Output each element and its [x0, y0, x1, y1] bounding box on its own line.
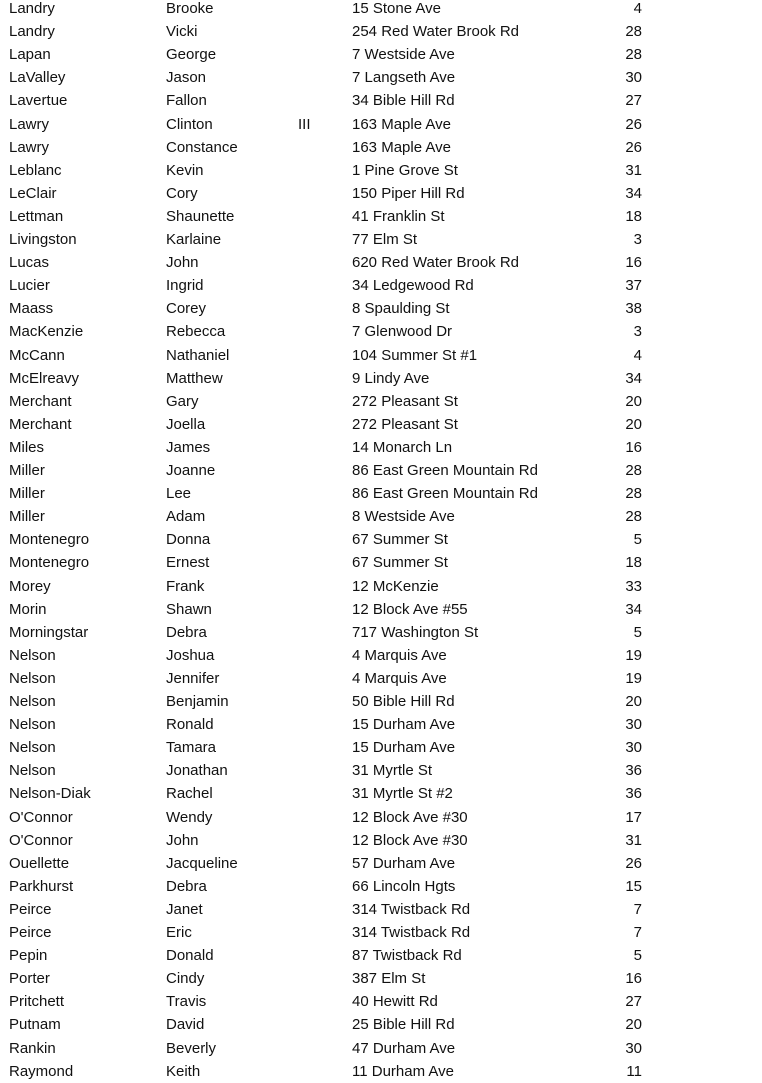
first-name-cell: Joshua	[166, 646, 215, 664]
table-row	[0, 782, 762, 805]
street-address-cell: 34 Ledgewood Rd	[352, 277, 474, 295]
first-name-cell: Tamara	[166, 739, 217, 757]
first-name-cell: Beverly	[166, 1039, 217, 1057]
name-suffix-cell: III	[298, 115, 311, 133]
last-name-cell: Merchant	[9, 415, 72, 433]
first-name-cell: Shaunette	[166, 207, 235, 225]
last-name-cell: Nelson	[9, 646, 56, 664]
table-row	[0, 598, 762, 621]
number-cell: 30	[625, 739, 642, 757]
number-cell: 34	[625, 184, 642, 202]
street-address-cell: 41 Franklin St	[352, 207, 445, 225]
street-address-cell: 31 Myrtle St	[352, 762, 433, 780]
last-name-cell: Merchant	[9, 392, 72, 410]
first-name-cell: Kevin	[166, 161, 204, 179]
last-name-cell: Raymond	[9, 1062, 74, 1080]
first-name-cell: Lee	[166, 485, 192, 503]
table-row	[0, 667, 762, 690]
last-name-cell: Landry	[9, 23, 55, 41]
first-name-cell: Benjamin	[166, 693, 229, 710]
number-cell: 5	[633, 623, 642, 641]
street-address-cell: 31 Myrtle St #2	[352, 785, 453, 803]
table-row	[0, 944, 762, 967]
street-address-cell: 86 East Green Mountain Rd	[352, 462, 538, 479]
table-row	[0, 66, 762, 89]
street-address-cell: 4 Marquis Ave	[352, 669, 447, 687]
last-name-cell: Pritchett	[9, 993, 65, 1011]
first-name-cell: David	[166, 1016, 205, 1034]
number-cell: 3	[633, 323, 642, 341]
last-name-cell: Leblanc	[9, 161, 62, 179]
table-row	[0, 505, 762, 528]
last-name-cell: Pepin	[9, 947, 48, 965]
last-name-cell: Nelson	[9, 693, 56, 710]
table-row	[0, 344, 762, 367]
first-name-cell: Nathaniel	[166, 346, 230, 364]
last-name-cell: Morningstar	[9, 623, 89, 641]
first-name-cell: Frank	[166, 577, 205, 595]
first-name-cell: Janet	[166, 900, 203, 918]
table-row	[0, 921, 762, 944]
first-name-cell: Eric	[166, 924, 192, 941]
street-address-cell: 25 Bible Hill Rd	[352, 1016, 455, 1034]
street-address-cell: 15 Stone Ave	[352, 0, 441, 17]
first-name-cell: Fallon	[166, 92, 207, 110]
first-name-cell: Corey	[166, 300, 207, 318]
first-name-cell: Brooke	[166, 0, 214, 17]
street-address-cell: 104 Summer St #1	[352, 346, 478, 364]
last-name-cell: Miller	[9, 508, 45, 526]
number-cell: 7	[633, 924, 642, 941]
street-address-cell: 15 Durham Ave	[352, 716, 456, 734]
number-cell: 19	[625, 669, 642, 687]
street-address-cell: 314 Twistback Rd	[352, 924, 471, 941]
last-name-cell: Peirce	[9, 924, 52, 941]
table-row	[0, 713, 762, 736]
street-address-cell: 12 Block Ave #55	[352, 600, 468, 618]
number-cell: 28	[625, 23, 642, 41]
first-name-cell: Clinton	[166, 115, 213, 133]
table-row	[0, 806, 762, 829]
table-row	[0, 136, 762, 159]
street-address-cell: 387 Elm St	[352, 970, 426, 988]
number-cell: 20	[625, 392, 642, 410]
last-name-cell: Lawry	[9, 138, 50, 156]
street-address-cell: 12 Block Ave #30	[352, 831, 468, 849]
table-row	[0, 875, 762, 898]
number-cell: 30	[625, 716, 642, 734]
number-cell: 28	[625, 462, 642, 479]
number-cell: 20	[625, 415, 642, 433]
last-name-cell: Montenegro	[9, 554, 90, 572]
first-name-cell: Gary	[166, 392, 199, 410]
number-cell: 38	[625, 300, 642, 318]
number-cell: 17	[625, 808, 642, 826]
first-name-cell: Debra	[166, 877, 207, 895]
street-address-cell: 163 Maple Ave	[352, 115, 451, 133]
table-row	[0, 967, 762, 990]
table-row	[0, 621, 762, 644]
last-name-cell: Landry	[9, 0, 55, 17]
last-name-cell: Lucier	[9, 277, 50, 295]
table-row	[0, 898, 762, 921]
street-address-cell: 7 Langseth Ave	[352, 69, 456, 87]
last-name-cell: Lavertue	[9, 92, 68, 110]
first-name-cell: Joella	[166, 415, 206, 433]
first-name-cell: Rebecca	[166, 323, 226, 341]
number-cell: 7	[633, 900, 642, 918]
first-name-cell: Karlaine	[166, 231, 222, 248]
street-address-cell: 254 Red Water Brook Rd	[352, 23, 520, 41]
table-row	[0, 1013, 762, 1036]
last-name-cell: Putnam	[9, 1016, 61, 1034]
number-cell: 30	[625, 69, 642, 87]
first-name-cell: Jacqueline	[166, 854, 238, 872]
number-cell: 18	[625, 554, 642, 572]
street-address-cell: 163 Maple Ave	[352, 138, 451, 156]
street-address-cell: 1 Pine Grove St	[352, 161, 458, 179]
table-row	[0, 690, 762, 713]
table-row	[0, 182, 762, 205]
street-address-cell: 57 Durham Ave	[352, 854, 456, 872]
last-name-cell: Nelson	[9, 716, 56, 734]
street-address-cell: 8 Spaulding St	[352, 300, 450, 318]
street-address-cell: 7 Westside Ave	[352, 46, 455, 64]
street-address-cell: 47 Durham Ave	[352, 1039, 456, 1057]
number-cell: 33	[625, 577, 642, 595]
last-name-cell: Miller	[9, 462, 45, 479]
table-row	[0, 297, 762, 320]
first-name-cell: Debra	[166, 623, 207, 641]
last-name-cell: Parkhurst	[9, 877, 74, 895]
number-cell: 26	[625, 854, 642, 872]
first-name-cell: Jennifer	[166, 669, 220, 687]
first-name-cell: Jonathan	[166, 762, 228, 780]
table-row	[0, 644, 762, 667]
first-name-cell: Ronald	[166, 716, 214, 734]
number-cell: 18	[625, 207, 642, 225]
last-name-cell: O'Connor	[9, 831, 73, 849]
first-name-cell: Donald	[166, 947, 214, 965]
table-row	[0, 990, 762, 1013]
table-row	[0, 251, 762, 274]
number-cell: 3	[633, 231, 642, 248]
street-address-cell: 50 Bible Hill Rd	[352, 693, 455, 710]
last-name-cell: Nelson	[9, 762, 56, 780]
table-row	[0, 159, 762, 182]
number-cell: 4	[633, 346, 642, 364]
table-row	[0, 367, 762, 390]
street-address-cell: 9 Lindy Ave	[352, 369, 430, 387]
first-name-cell: Jason	[166, 69, 207, 87]
street-address-cell: 314 Twistback Rd	[352, 900, 471, 918]
street-address-cell: 40 Hewitt Rd	[352, 993, 438, 1011]
table-row	[0, 852, 762, 875]
street-address-cell: 12 McKenzie	[352, 577, 439, 595]
table-row	[0, 759, 762, 782]
first-name-cell: Cory	[166, 184, 198, 202]
first-name-cell: Cindy	[166, 970, 205, 988]
street-address-cell: 77 Elm St	[352, 231, 418, 248]
last-name-cell: Lapan	[9, 46, 51, 64]
first-name-cell: Keith	[166, 1062, 201, 1080]
table-row	[0, 551, 762, 574]
table-row	[0, 436, 762, 459]
first-name-cell: Vicki	[166, 23, 198, 41]
number-cell: 37	[625, 277, 642, 295]
table-row	[0, 829, 762, 852]
last-name-cell: Nelson	[9, 739, 56, 757]
street-address-cell: 717 Washington St	[352, 623, 479, 641]
table-row	[0, 20, 762, 43]
last-name-cell: Porter	[9, 970, 50, 988]
first-name-cell: Constance	[166, 138, 238, 156]
street-address-cell: 620 Red Water Brook Rd	[352, 254, 520, 272]
number-cell: 16	[625, 438, 642, 456]
last-name-cell: Ouellette	[9, 854, 70, 872]
street-address-cell: 8 Westside Ave	[352, 508, 455, 526]
street-address-cell: 272 Pleasant St	[352, 415, 458, 433]
last-name-cell: Morey	[9, 577, 51, 595]
street-address-cell: 4 Marquis Ave	[352, 646, 447, 664]
first-name-cell: Wendy	[166, 808, 213, 826]
number-cell: 27	[625, 993, 642, 1011]
number-cell: 31	[625, 831, 642, 849]
last-name-cell: Miller	[9, 485, 45, 503]
last-name-cell: Nelson-Diak	[9, 785, 91, 803]
table-row	[0, 459, 762, 482]
last-name-cell: Peirce	[9, 900, 52, 918]
table-row	[0, 320, 762, 343]
number-cell: 31	[625, 161, 642, 179]
number-cell: 28	[625, 485, 642, 503]
table-row	[0, 43, 762, 66]
first-name-cell: Shawn	[166, 600, 212, 618]
table-row	[0, 1037, 762, 1060]
street-address-cell: 66 Lincoln Hgts	[352, 877, 456, 895]
first-name-cell: Donna	[166, 531, 211, 549]
table-row	[0, 1060, 762, 1083]
table-row	[0, 390, 762, 413]
street-address-cell: 34 Bible Hill Rd	[352, 92, 455, 110]
street-address-cell: 150 Piper Hill Rd	[352, 184, 465, 202]
table-row	[0, 228, 762, 251]
table-row	[0, 413, 762, 436]
street-address-cell: 14 Monarch Ln	[352, 438, 453, 456]
street-address-cell: 11 Durham Ave	[352, 1062, 455, 1080]
street-address-cell: 67 Summer St	[352, 531, 448, 549]
number-cell: 5	[633, 947, 642, 965]
first-name-cell: Ingrid	[166, 277, 204, 295]
last-name-cell: MacKenzie	[9, 323, 84, 341]
table-row	[0, 113, 762, 136]
street-address-cell: 272 Pleasant St	[352, 392, 458, 410]
number-cell: 11	[626, 1062, 642, 1080]
first-name-cell: Joanne	[166, 462, 216, 479]
number-cell: 20	[625, 693, 642, 710]
number-cell: 34	[625, 600, 642, 618]
first-name-cell: Rachel	[166, 785, 213, 803]
first-name-cell: George	[166, 46, 217, 64]
last-name-cell: Livingston	[9, 231, 77, 248]
first-name-cell: Ernest	[166, 554, 210, 572]
first-name-cell: John	[166, 254, 199, 272]
table-row	[0, 205, 762, 228]
first-name-cell: Adam	[166, 508, 206, 526]
number-cell: 4	[633, 0, 642, 17]
first-name-cell: Travis	[166, 993, 207, 1011]
last-name-cell: Lawry	[9, 115, 50, 133]
last-name-cell: Miles	[9, 438, 45, 456]
number-cell: 16	[625, 970, 642, 988]
last-name-cell: LeClair	[9, 184, 57, 202]
number-cell: 19	[625, 646, 642, 664]
number-cell: 15	[625, 877, 642, 895]
street-address-cell: 67 Summer St	[352, 554, 448, 572]
last-name-cell: McCann	[9, 346, 65, 364]
last-name-cell: O'Connor	[9, 808, 73, 826]
table-row	[0, 274, 762, 297]
street-address-cell: 7 Glenwood Dr	[352, 323, 453, 341]
last-name-cell: Lucas	[9, 254, 50, 272]
table-row	[0, 575, 762, 598]
number-cell: 5	[633, 531, 642, 549]
number-cell: 28	[625, 46, 642, 64]
number-cell: 36	[625, 785, 642, 803]
street-address-cell: 12 Block Ave #30	[352, 808, 468, 826]
table-row	[0, 89, 762, 112]
number-cell: 30	[625, 1039, 642, 1057]
first-name-cell: James	[166, 438, 211, 456]
table-row	[0, 0, 762, 20]
last-name-cell: Montenegro	[9, 531, 90, 549]
last-name-cell: Nelson	[9, 669, 56, 687]
last-name-cell: McElreavy	[9, 369, 80, 387]
first-name-cell: Matthew	[166, 369, 223, 387]
street-address-cell: 87 Twistback Rd	[352, 947, 462, 965]
last-name-cell: LaValley	[9, 69, 66, 87]
number-cell: 26	[625, 138, 642, 156]
table-row	[0, 482, 762, 505]
number-cell: 16	[625, 254, 642, 272]
last-name-cell: Maass	[9, 300, 54, 318]
table-row	[0, 736, 762, 759]
first-name-cell: John	[166, 831, 199, 849]
number-cell: 36	[625, 762, 642, 780]
street-address-cell: 86 East Green Mountain Rd	[352, 485, 538, 503]
last-name-cell: Rankin	[9, 1039, 56, 1057]
number-cell: 26	[625, 115, 642, 133]
street-address-cell: 15 Durham Ave	[352, 739, 456, 757]
table-row	[0, 528, 762, 551]
number-cell: 34	[625, 369, 642, 387]
last-name-cell: Lettman	[9, 207, 64, 225]
number-cell: 27	[625, 92, 642, 110]
number-cell: 20	[625, 1016, 642, 1034]
number-cell: 28	[625, 508, 642, 526]
last-name-cell: Morin	[9, 600, 47, 618]
